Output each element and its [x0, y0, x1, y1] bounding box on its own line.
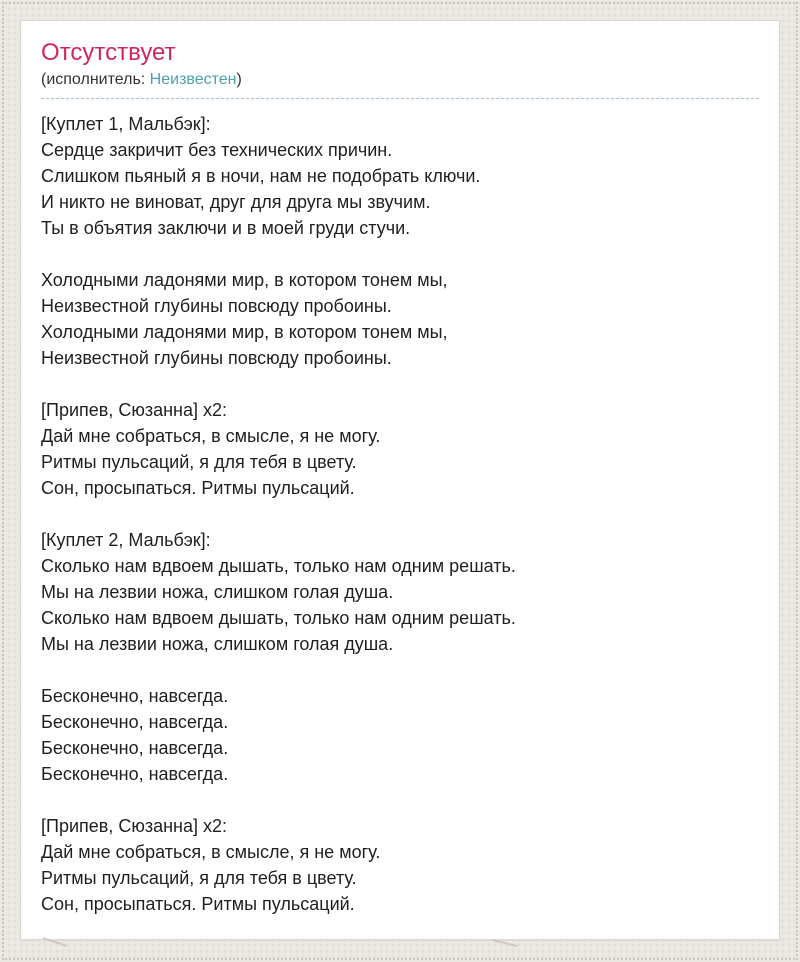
lyric-line: [Припев, Сюзанна] x2: [41, 816, 227, 836]
lyrics [41, 111, 759, 917]
lyric-line: Сон, просыпаться. Ритмы пульсаций. [41, 894, 355, 914]
lyric-line: Сердце закричит без технических причин. [41, 140, 393, 160]
page-curl-shadow-right [492, 939, 518, 947]
lyric-line: Бесконечно, навсегда. [41, 738, 229, 758]
lyric-paragraph [41, 813, 759, 917]
lyric-paragraph [41, 111, 759, 241]
lyric-line: Дай мне собраться, в смысле, я не могу. [41, 426, 381, 446]
lyric-line: И никто не виноват, друг для друга мы звучим. [41, 192, 431, 212]
lyric-line: Холодными ладонями мир, в котором тонем мы, [41, 322, 448, 342]
artist-link[interactable]: Неизвестен [149, 71, 237, 88]
lyric-line: Ритмы пульсаций, я для тебя в цвету. [41, 868, 357, 888]
lyric-line: [Куплет 2, Мальбэк]: [41, 530, 211, 550]
lyric-line: Ты в объятия заключи и в моей груди стучи. [41, 218, 411, 238]
artist-line [41, 70, 759, 90]
lyric-paragraph [41, 267, 759, 371]
lyric-line: Дай мне собраться, в смысле, я не могу. [41, 842, 381, 862]
lyric-line: Неизвестной глубины повсюду пробоины. [41, 348, 392, 368]
content-card [20, 20, 780, 940]
lyric-line: Сколько нам вдвоем дышать, только нам одним решать. [41, 556, 516, 576]
lyric-line: Мы на лезвии ножа, слишком голая душа. [41, 582, 394, 602]
lyric-line: Мы на лезвии ножа, слишком голая душа. [41, 634, 394, 654]
lyric-line: Ритмы пульсаций, я для тебя в цвету. [41, 452, 357, 472]
lyric-paragraph [41, 527, 759, 657]
lyric-line: Сколько нам вдвоем дышать, только нам одним решать. [41, 608, 516, 628]
lyric-line: [Куплет 1, Мальбэк]: [41, 114, 211, 134]
lyric-line: [Припев, Сюзанна] x2: [41, 400, 227, 420]
lyric-line: Бесконечно, навсегда. [41, 686, 229, 706]
lyric-paragraph [41, 397, 759, 501]
song-header [41, 39, 759, 99]
lyric-line: Бесконечно, навсегда. [41, 712, 229, 732]
lyric-line: Холодными ладонями мир, в котором тонем мы, [41, 270, 448, 290]
lyric-line: Сон, просыпаться. Ритмы пульсаций. [41, 478, 355, 498]
artist-close-paren: ) [236, 71, 242, 88]
lyric-paragraph [41, 683, 759, 787]
lyric-line: Бесконечно, навсегда. [41, 764, 229, 784]
lyric-line: Слишком пьяный я в ночи, нам не подобрать ключи. [41, 166, 481, 186]
page-title: Отсутствует [41, 39, 176, 66]
artist-label: (исполнитель: [41, 71, 146, 88]
lyric-line: Неизвестной глубины повсюду пробоины. [41, 296, 392, 316]
